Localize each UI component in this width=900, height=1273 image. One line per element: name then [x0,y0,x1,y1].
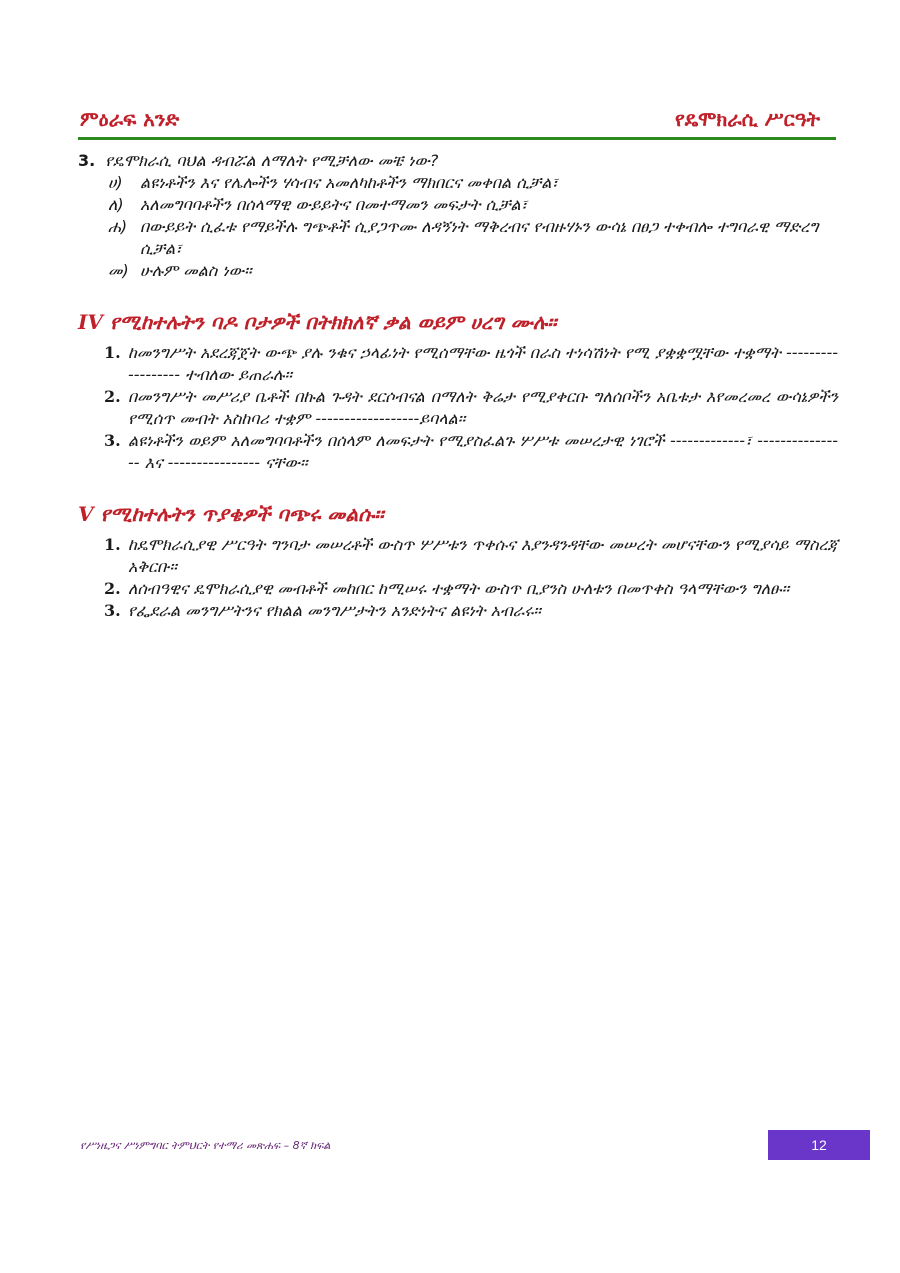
option-label: ሐ) [108,217,128,236]
section-iv-list [78,342,838,474]
option-d [108,260,838,282]
question-number: 3. [78,151,96,170]
item-text: ለሰብዓዊና ዴሞክራሲያዊ መብቶች መከበር ከሚሠሩ ተቋማት ውስጥ ቢያንስ ሁለቱን በመጥቀስ ዓላማቸውን ግለፁ፡፡ [128,579,790,598]
item-number: 2. [104,579,121,598]
option-label: መ) [108,261,129,280]
item-number: 3. [104,601,121,620]
list-item [104,386,838,430]
list-item [104,600,838,622]
option-b [108,194,838,216]
item-number: 3. [104,431,121,450]
option-text: አለመግባባቶችን በሰላማዊ ውይይትና በመተማመን መፍታት ሲቻል፣ [140,195,528,214]
list-item [104,430,838,474]
list-item [104,342,838,386]
list-item [104,578,838,600]
item-number: 1. [104,535,121,554]
section-v-list [78,534,838,622]
option-label: ሀ) [108,173,123,192]
option-label: ለ) [108,195,124,214]
option-text: ልዩነቶችን እና የሌሎችን ሃሳብና አመለካከቶችን ማክበርና መቀበል ሲቻል፣ [140,173,558,192]
item-text: ከዴሞክራሲያዊ ሥርዓት ግንባታ መሠረቶች ውስጥ ሦሥቱን ጥቀሱና እያንዳንዳቸው መሠረት መሆናቸውን የሚያሳይ ማስረጃ አቅርቡ፡፡ [128,535,838,576]
chapter-header: ምዕራፍ አንድ [80,107,180,131]
question-3 [78,150,838,172]
section-iv-title: IV የሚከተሉትን ባዶ ቦታዎች በትክክለኛ ቃል ወይም ሀረግ ሙሉ፡፡ [78,310,557,334]
section-header: የዴሞክራሲ ሥርዓት [675,107,820,131]
item-number: 1. [104,343,121,362]
page-number-badge [768,1130,870,1160]
footer-book-title: የሥነዜጋና ሥነምግባር ትምህርት የተማሪ መጽሐፍ – 8ኛ ክፍል [80,1139,331,1152]
option-text: ሁሉም መልስ ነው። [140,261,252,280]
section-v-title: V የሚከተሉትን ጥያቄዎች ባጭሩ መልሱ፡፡ [78,502,384,526]
item-text: በመንግሥት መሥሪያ ቤቶች በኩል ጉዳት ደርሶብናል በማለት ቅሬታ የሚያቀርቡ ግለሰቦችን አቤቱታ እየመረመረ ውሳኔዎችን የሚሰጥ መብት አስከባሪ ተቋም ------------------ይባላል፡፡ [128,387,838,428]
header-divider [78,137,836,140]
item-text: ልዩነቶችን ወይም አለመግባባቶችን በሰላም ለመፍታት የሚያስፈልጉ ሦሥቱ መሠረታዊ ነገሮች -------------፣ ---------------- እና ---------------- ናቸው፡፡ [128,431,838,472]
option-a [108,172,838,194]
page-number: 12 [811,1137,827,1153]
option-c [108,216,838,260]
item-text: ከመንግሥት አደረጃጀት ውጭ ያሉ ንቁና ኃላፊነት የሚሰማቸው ዜጎች በራስ ተነሳሽነት የሚ ያቋቋሟቸው ተቋማት ------------------ ተብለው ይጠራሉ፡፡ [128,343,838,384]
main-content [78,150,838,622]
item-number: 2. [104,387,121,406]
question-text: የዴሞክራሲ ባህል ዳብሯል ለማለት የሚቻለው መቼ ነው? [105,151,439,170]
option-text: በውይይት ሲፈቱ የማይችሉ ግጭቶች ሲያጋጥሙ ለዳኝነት ማቅረብና የብዙሃኑን ውሳኔ በፀጋ ተቀብሎ ተግባራዊ ማድረግ ሲቻል፣ [140,217,819,258]
list-item [104,534,838,578]
item-text: የፌደራል መንግሥትንና የክልል መንግሥታትን አንድነትና ልዩነት አብራሩ፡፡ [128,601,541,620]
